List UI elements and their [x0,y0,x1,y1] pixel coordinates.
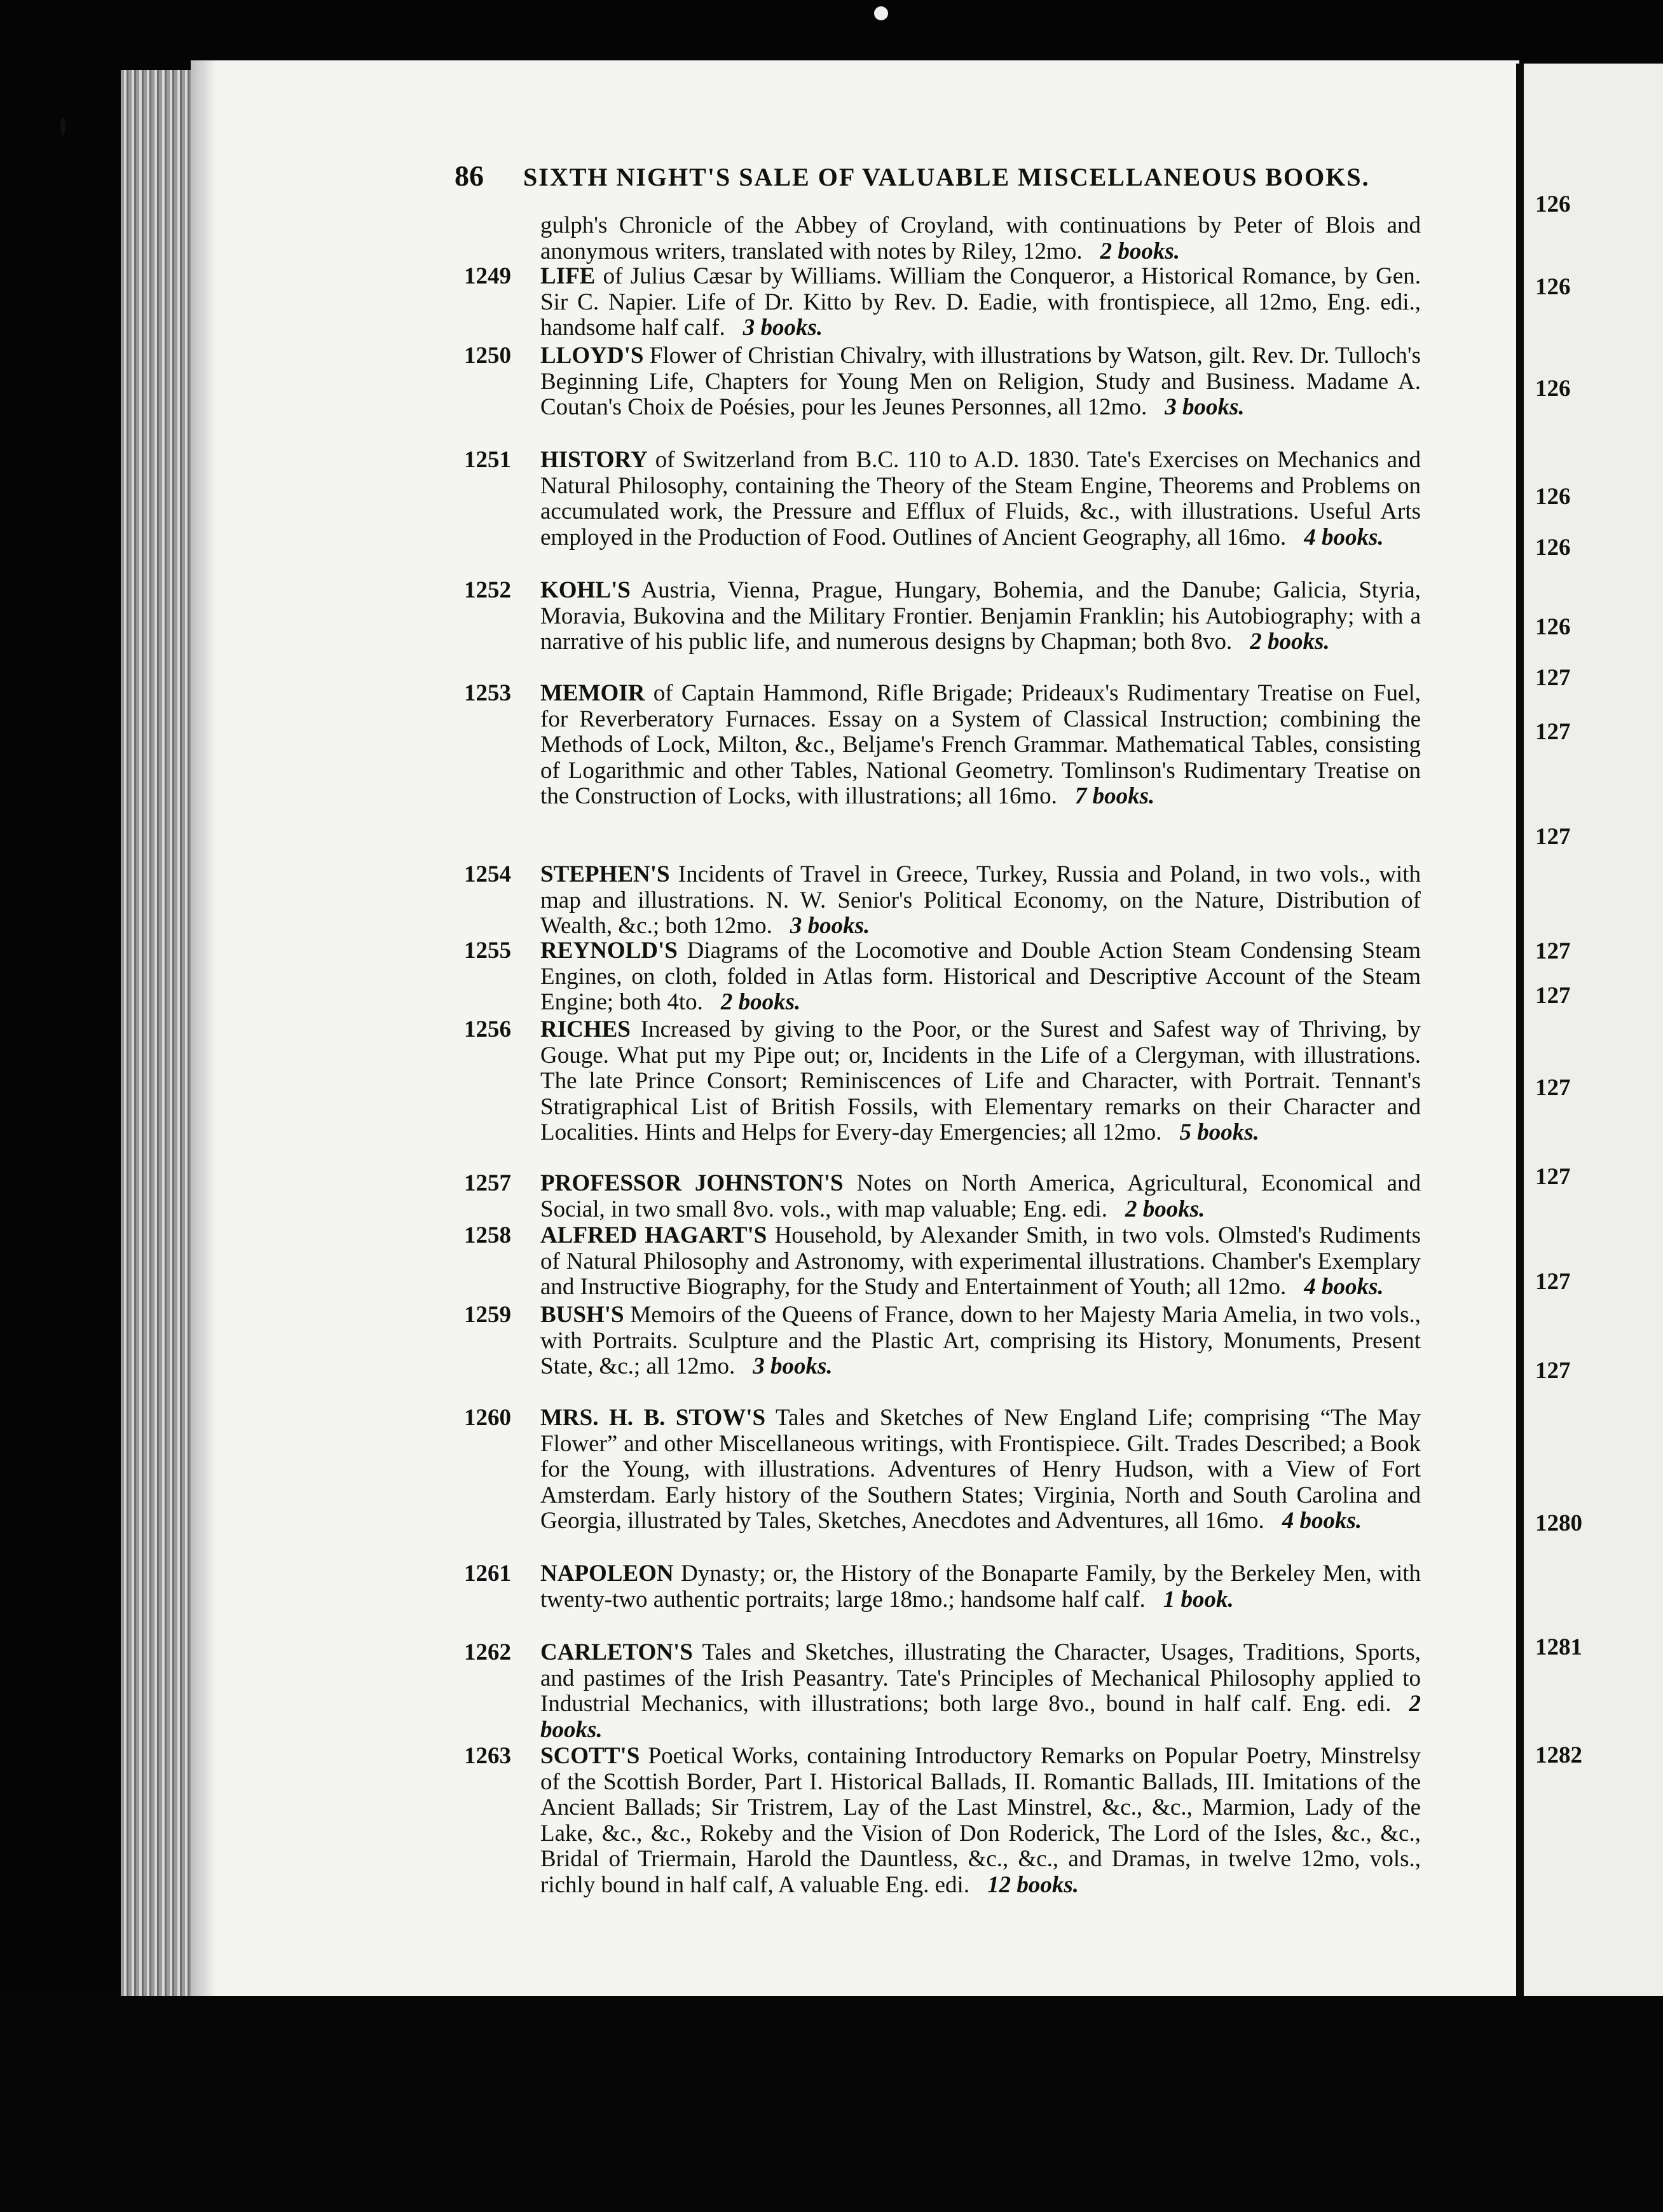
lot-lead: MRS. H. B. STOW'S [540,1405,766,1431]
lot-number: 1249 [464,263,511,289]
lot-count: 2 books. [1250,629,1330,655]
scan-speck [874,6,888,20]
margin-lot-number: 126 [1535,376,1571,402]
lot-text: of Captain Hammond, Rifle Brigade; Prideaux's Rudimentary Treatise on Fuel, for Reverberatory Furnaces. Essay on a System of Classical Instruction; combining the Methods of Lock, Milton, &c., Beljame's French Grammar. Mathematical Tables, consisting of Logarithmic and other Tables, National Geometry. Tomlinson's Rudimentary Treatise on the Construction of Locks, with illustrations; all 16mo. [540,680,1421,810]
lot-number: 1261 [464,1560,511,1587]
lot-text: Poetical Works, containing Introductory Remarks on Popular Poetry, Minstrelsy of the Scottish Border, Part I. Historical Ballads, II. Romantic Ballads, III. Imitations of the Ancient Ballads; Sir Tristrem, Lay of the Last Minstrel, &c., &c., Marmion, Lady of the Lake, &c., &c., Rokeby and the Vision of Don Roderick, The Lord of the Isles, &c., &c., Bridal of Triermain, Harold the Dauntless, &c., &c., and Dramas, in twelve 12mo, vols., richly bound in half calf, A valuable Eng. edi. [540,1743,1421,1898]
margin-lot-number: 126 [1535,535,1571,561]
lot-entry [464,1302,1421,1380]
lot-entry [464,578,1421,655]
lot-count: 5 books. [1179,1119,1259,1146]
margin-lot-number: 127 [1535,1269,1571,1295]
lot-lead: REYNOLD'S [540,938,678,964]
lot-lead: BUSH'S [540,1302,624,1328]
lot-count: 2 books. [1125,1196,1205,1222]
margin-lot-number: 127 [1535,938,1571,964]
lot-lead: CARLETON'S [540,1639,693,1665]
margin-lot-number: 1282 [1535,1742,1582,1768]
margin-lot-number: 127 [1535,1075,1571,1101]
margin-lot-number: 126 [1535,614,1571,640]
lot-count: 2 books. [540,1691,1421,1743]
lot-text: Memoirs of the Queens of France, down to her Majesty Maria Amelia, in two vols., with Portraits. Sculpture and the Plastic Art, comprising its History, Monuments, Present State, &c.; all 12mo. [540,1302,1421,1380]
lot-number: 1254 [464,861,511,887]
lot-count: 4 books. [1282,1508,1362,1534]
margin-lot-number: 1281 [1535,1634,1582,1660]
lot-entry [464,1171,1421,1222]
lot-count: 3 books. [790,913,870,939]
lot-count: 2 books. [720,989,801,1016]
lot-text: Household, by Alexander Smith, in two vols. Olmsted's Rudiments of Natural Philosophy and Astronomy, with experimental illustrations. Chamber's Exemplary and Instructive Biography, for the Study and Entertainment of Youth; all 12mo. [540,1222,1421,1301]
lot-text: Diagrams of the Locomotive and Double Action Steam Condensing Steam Engines, on cloth, folded in Atlas form. Historical and Descriptive Account of the Steam Engine; both 4to. [540,938,1421,1016]
lot-number: 1251 [464,447,511,473]
lot-number: 1257 [464,1170,511,1196]
margin-lot-number: 127 [1535,719,1571,745]
margin-lot-number: 126 [1535,191,1571,217]
margin-lot-number: 127 [1535,983,1571,1009]
lot-count: 3 books. [1165,394,1245,421]
margin-lot-number: 126 [1535,274,1571,300]
lot-text: Notes on North America, Agricultural, Economical and Social, in two small 8vo. vols., with map valuable; Eng. edi. [540,1170,1421,1222]
lot-entry [464,1017,1421,1146]
lot-count: 3 books. [753,1353,833,1380]
lot-count: 4 books. [1304,1274,1384,1301]
lot-count: 4 books. [1304,524,1384,550]
lot-lead: LLOYD'S [540,343,644,369]
lot-number: 1262 [464,1639,511,1665]
lot-text: Dynasty; or, the History of the Bonaparte Family, by the Berkeley Men, with twenty-two authentic portraits; large 18mo.; handsome half calf. [540,1560,1421,1613]
lot-lead: NAPOLEON [540,1560,674,1587]
lot-lead: HISTORY [540,447,648,473]
lot-lead: LIFE [540,263,596,289]
lot-number: 1252 [464,577,511,603]
lot-continuation [464,213,1421,264]
lot-text: Increased by giving to the Poor, or the Surest and Safest way of Thriving, by Gouge. What put my Pipe out; or, Incidents in the Life of a Clergyman, with illustrations. The late Prince Consort; Reminiscences of Life and Character, with Portrait. Tennant's Stratigraphical List of British Fossils, with Elementary remarks on their Character and Localities. Hints and Helps for Every-day Emergencies; all 12mo. [540,1016,1421,1146]
lot-entry [464,264,1421,341]
lot-count: 3 books. [743,315,823,341]
lot-entry [464,1561,1421,1613]
lot-number: 1263 [464,1743,511,1769]
page-title: SIXTH NIGHT'S SALE OF VALUABLE MISCELLANEOUS BOOKS. [523,163,1370,191]
page-number: 86 [455,160,484,192]
lot-lead: ALFRED HAGART'S [540,1222,767,1248]
lot-text: Incidents of Travel in Greece, Turkey, Russia and Poland, in two vols., with map and illustrations. N. W. Senior's Political Economy, on the Nature, Distribution of Wealth, &c.; both 12mo. [540,861,1421,939]
lot-entry [464,343,1421,421]
lot-number: 1250 [464,343,511,369]
lot-count: 1 book. [1163,1586,1234,1613]
lot-count: 7 books. [1074,783,1155,810]
lot-entry [464,938,1421,1016]
scan-border [0,1996,1663,2212]
page-shadow [191,60,216,2024]
lot-lead: STEPHEN'S [540,861,670,887]
lot-count: 12 books. [987,1871,1079,1898]
lot-lead: KOHL'S [540,577,631,603]
scan-speck [60,118,65,135]
lot-entry [464,681,1421,810]
lot-entry [464,1223,1421,1301]
lot-entry [464,1640,1421,1743]
lot-entry [464,1405,1421,1534]
lot-entry [464,1744,1421,1899]
lot-lead: MEMOIR [540,680,645,706]
lot-text: of Switzerland from B.C. 110 to A.D. 1830. Tate's Exercises on Mechanics and Natural Philosophy, containing the Theory of the Steam Engine, Theorems and Problems on accumulated work, the Pressure and Efflux of Fluids, &c., with illustrations. Useful Arts employed in the Production of Food. Outlines of Ancient Geography, all 16mo. [540,447,1421,550]
lot-entry [464,447,1421,550]
lot-lead: PROFESSOR JOHNSTON'S [540,1170,844,1196]
lot-count: 2 books. [1100,238,1180,264]
lot-number: 1260 [464,1405,511,1431]
margin-lot-number: 1280 [1535,1510,1582,1536]
lot-lead: RICHES [540,1016,631,1042]
margin-lot-number: 126 [1535,484,1571,510]
margin-lot-number: 127 [1535,1358,1571,1384]
lot-text: Austria, Vienna, Prague, Hungary, Bohemia, and the Danube; Galicia, Styria, Moravia, Bukovina and the Military Frontier. Benjamin Franklin; his Autobiography; with a narrative of his public life, and numerous designs by Chapman; both 8vo. [540,577,1421,655]
lot-number: 1259 [464,1302,511,1328]
margin-lot-number: 127 [1535,665,1571,691]
lot-number: 1253 [464,680,511,706]
lot-number: 1256 [464,1016,511,1042]
lot-text: Tales and Sketches, illustrating the Character, Usages, Traditions, Sports, and pastimes of the Irish Peasantry. Tate's Principles of Mechanical Philosophy applied to Industrial Mechanics, with illustrations; both large 8vo., bound in half calf. Eng. edi. [540,1639,1421,1717]
lot-text: Flower of Christian Chivalry, with illustrations by Watson, gilt. Rev. Dr. Tulloch's Beginning Life, Chapters for Young Men on Religion, Study and Business. Madame A. Coutan's Choix de Poésies, pour les Jeunes Personnes, all 12mo. [540,343,1421,421]
lot-lead: SCOTT'S [540,1743,640,1769]
page-header [455,159,1370,193]
lot-text: Tales and Sketches of New England Life; comprising “The May Flower” and other Miscellaneous writings, with Frontispiece. Gilt. Trades Described; a Book for the Young, with illustrations. Adventures of Henry Hudson, with a View of Fort Amsterdam. Early history of the Southern States; Virginia, North and South Carolina and Georgia, illustrated by Tales, Sketches, Anecdotes and Adventures, all 16mo. [540,1405,1421,1534]
lot-text: of Julius Cæsar by Williams. William the Conqueror, a Historical Romance, by Gen. Sir C. Napier. Life of Dr. Kitto by Rev. D. Eadie, with frontispiece, all 12mo, Eng. edi., handsome half calf. [540,263,1421,341]
margin-lot-number: 127 [1535,824,1571,850]
facing-page-lot-numbers [1529,0,1663,2212]
lot-entry [464,862,1421,939]
lot-text: gulph's Chronicle of the Abbey of Croyland, with continuations by Peter of Blois and anonymous writers, translated with notes by Riley, 12mo. [540,212,1421,264]
page-gutter [1516,64,1524,2021]
lot-number: 1255 [464,938,511,964]
lot-number: 1258 [464,1222,511,1248]
margin-lot-number: 127 [1535,1164,1571,1190]
